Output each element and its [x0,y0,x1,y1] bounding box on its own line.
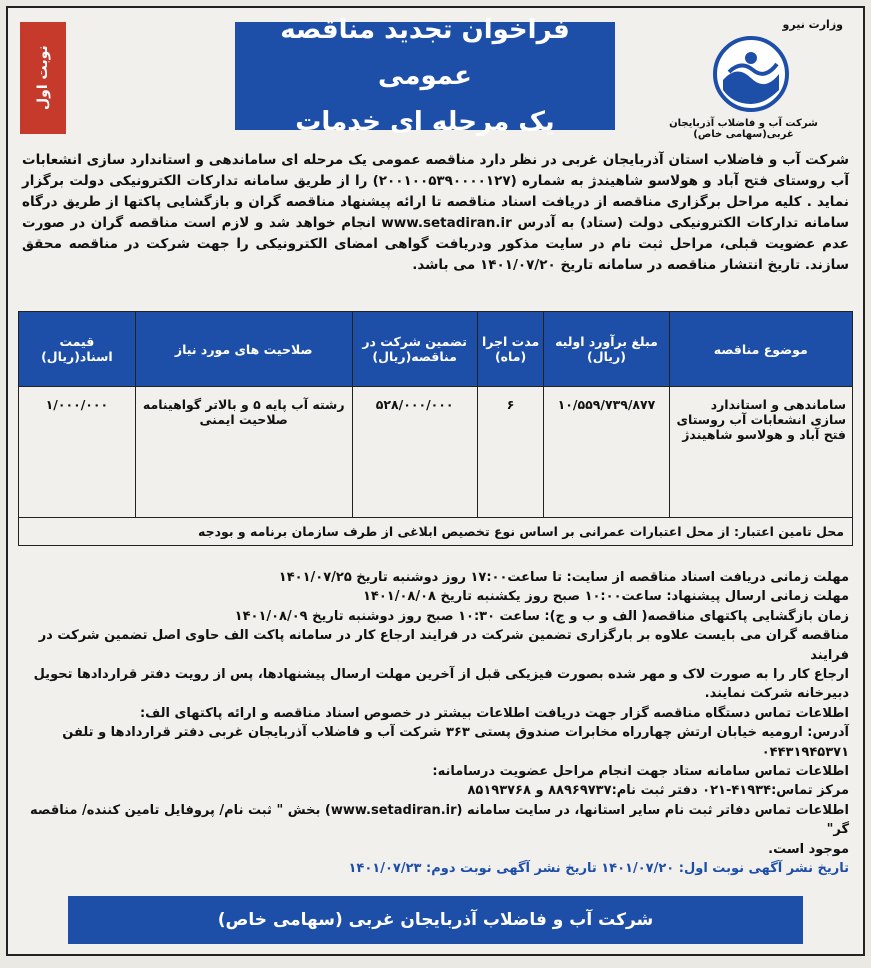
intro-line: ثبت نام در سایت مذکور ودریافت گواهی امضای الکترونیکی را جهت شرکت در مناقصه محقق سازند. تاریخ انتشار مناقصه در سامانه [22,236,849,273]
header [16,16,855,144]
guarantee-note: ارجاع کار را به صورت لاک و مهر شده بصورت فیزیکی قبل از آخرین مهلت ارسال پیشنهادها، پس از رویت دفتر قراردادها تحویل [33,667,849,683]
col-subject: موضوع مناقصه [669,312,852,387]
address: آدرس: ارومیه خیابان ارتش چهارراه مخابرات صندوق پستی ۳۶۳ شرکت آب و فاضلاب آذربایجان غربی دفتر قراردادها و تلفن [62,725,849,741]
ministry-label: وزارت نیرو [782,18,843,31]
col-estimate: مبلغ برآورد اولیه (ریال) [544,312,669,387]
title-line-2: یک مرحله ای خدمات [295,107,555,137]
guarantee-note: دبیرخانه شرکت نمایند. [704,686,849,702]
provincial-offices: موجود است. [768,841,849,857]
intro-line: شرکت آب و فاضلاب استان آذربایجان غربی در نظر دارد مناقصه عمومی یک مرحله ای ساماندهی و استاندارد سازی انشعابات آب [22,152,849,189]
intro-line: کلیه مراحل برگزاری مناقصه از دریافت اسناد مناقصه تا ارائه پیشنهاد مناقصه گران و بازگشایی پاکتها از طریق درگاه سامانه تدارکات [22,194,850,231]
company-logo-block [636,16,851,144]
contact-heading: اطلاعات تماس دستگاه مناقصه گزار جهت دریافت اطلاعات بیشتر در خصوص اسناد مناقصه و ارائه پاکتهای الف: [139,705,849,721]
tender-notice [6,6,865,956]
table-row [19,387,853,518]
opening-time: زمان بازگشایی پاکتهای مناقصه( الف و ب و ج): ساعت ۱۰:۳۰ صبح روز دوشنبه تاریخ ۱۴۰۱/۰۸/۰۹ [234,608,849,624]
footer-company-bar: شرکت آب و فاضلاب آذربایجان غربی (سهامی خاص) [68,896,803,944]
tender-table [18,311,853,546]
intro-line: روستای فتح آباد و هولاسو شاهیندژ به شماره (۲۰۰۱۰۰۵۳۹۰۰۰۰۱۲۷) را از طریق سامانه تدارکات الکترونیکی دولت برگزار نماید . [22,173,849,210]
intro-paragraph [22,150,849,276]
water-company-logo-icon [711,34,791,114]
deadline-documents: مهلت زمانی دریافت اسناد مناقصه از سایت: تا ساعت۱۷:۰۰ روز دوشنبه تاریخ ۱۴۰۱/۰۷/۲۵ [278,570,849,585]
title-line-1: فراخوان تجدید مناقصه عمومی [280,15,570,91]
intro-line: الکترونیکی دولت (ستاد) به آدرس www.setadiran.ir انجام خواهد شد و لازم است مناقصه گران در صورت عدم عضویت قبلی، مراحل [22,215,849,252]
cell-duration: ۶ [477,387,544,518]
guarantee-note: مناقصه گران می بایست علاوه بر بارگزاری تضمین شرکت در فرایند ارجاع کار در سامانه پاکت الف حاوی اصل تضمین شرکت در فرایند [38,628,849,663]
col-guarantee: تضمین شرکت در مناقصه(ریال) [352,312,477,387]
deadline-proposal: مهلت زمانی ارسال پیشنهاد: ساعت۱۰:۰۰ صبح روز یکشنبه تاریخ ۱۴۰۱/۰۸/۰۸ [362,589,849,605]
round-badge: نوبت اول [20,22,66,134]
cell-subject: ساماندهی و استاندارد سازی انشعابات آب روستای فتح آباد و هولاسو شاهیندژ [669,387,852,518]
setad-phones: مرکز تماس:۴۱۹۳۴-۰۲۱ دفتر ثبت نام:۸۸۹۶۹۷۳۷ و ۸۵۱۹۳۷۶۸ [467,783,849,799]
details-section [22,568,849,879]
table-footer-row [19,518,853,546]
cell-doc-price: ۱/۰۰۰/۰۰۰ [19,387,136,518]
intro-line: تاریخ ۱۴۰۱/۰۷/۲۰ می باشد. [412,257,594,273]
phone: ۰۴۴۳۱۹۴۵۳۷۱ [761,744,849,760]
cell-guarantee: ۵۲۸/۰۰۰/۰۰۰ [352,387,477,518]
title-banner [235,15,615,137]
col-duration: مدت اجرا (ماه) [477,312,544,387]
publish-dates: تاریخ نشر آگهی نوبت اول: ۱۴۰۱/۰۷/۲۰ تاریخ نشر آگهی نوبت دوم: ۱۴۰۱/۰۷/۲۳ [348,861,849,877]
col-qualification: صلاحیت های مورد نیاز [135,312,352,387]
col-doc-price: قیمت اسناد(ریال) [19,312,136,387]
company-name-small: شرکت آب و فاضلاب آذربایجان غربی(سهامی خاص) [669,118,818,140]
provincial-offices: اطلاعات تماس دفاتر ثبت نام سایر استانها، در سایت سامانه (www.setadiran.ir) بخش " ثبت نام/ پروفایل تامین کننده/ مناقصه گر" [30,802,849,838]
setad-contact-heading: اطلاعات تماس سامانه ستاد جهت انجام مراحل عضویت درسامانه: [432,764,849,780]
cell-estimate: ۱۰/۵۵۹/۷۳۹/۸۷۷ [544,387,669,518]
table-header-row [19,312,853,387]
cell-qualification: رشته آب پایه ۵ و بالاتر گواهینامه صلاحیت ایمنی [135,387,352,518]
funding-source: محل تامین اعتبار: از محل اعتبارات عمرانی بر اساس نوع تخصیص ابلاغی از طرف سازمان برنامه و بودجه [19,518,853,546]
